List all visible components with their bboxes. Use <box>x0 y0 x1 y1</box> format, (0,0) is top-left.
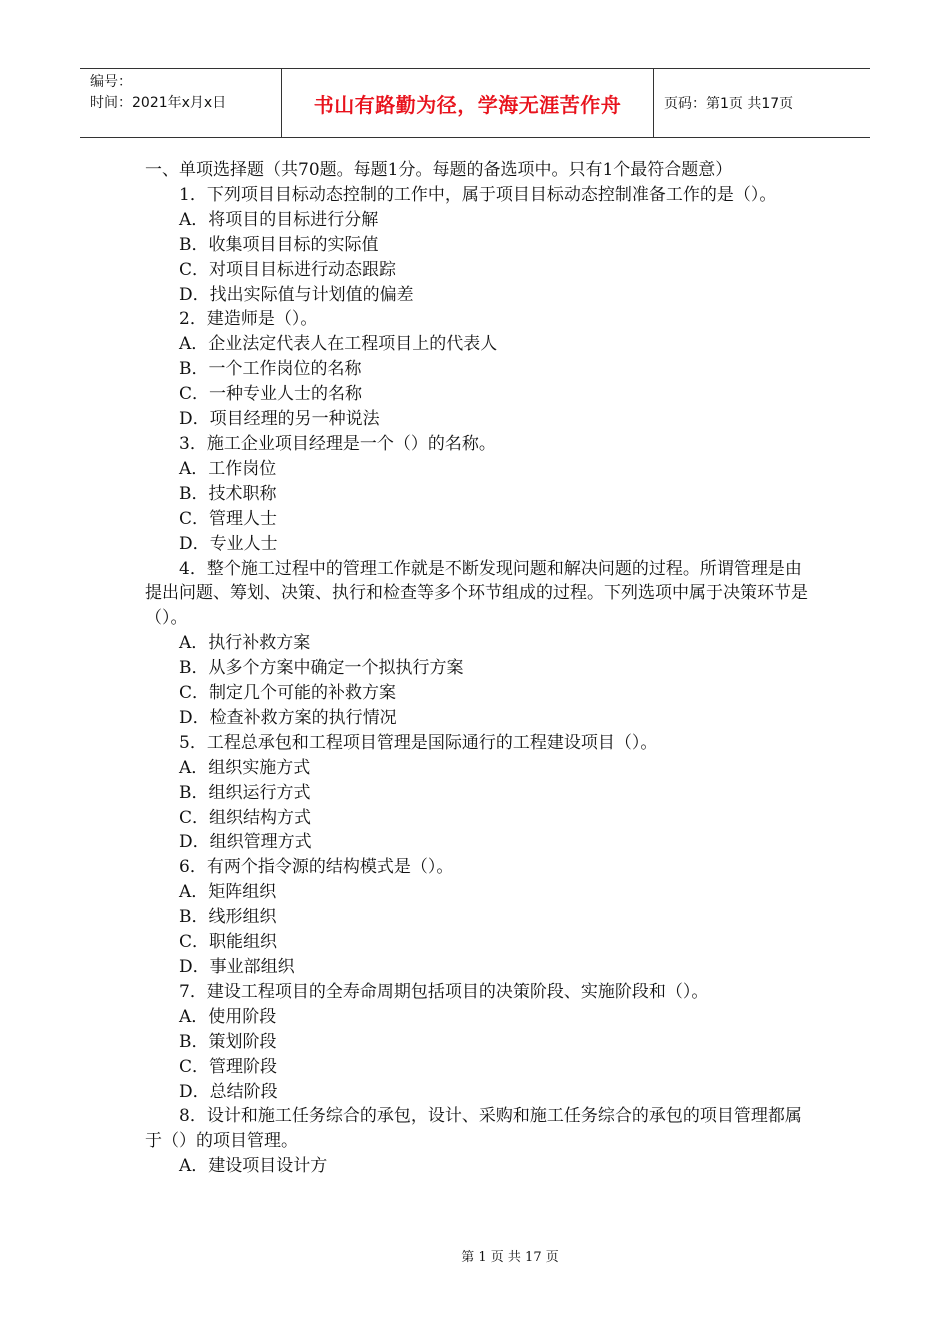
question-option: D．专业人士 <box>179 533 278 554</box>
question-option: B．收集项目目标的实际值 <box>179 234 379 255</box>
question-stem: 5．工程总承包和工程项目管理是国际通行的工程建设项目（）。 <box>179 732 658 753</box>
question-option: D．总结阶段 <box>179 1081 278 1102</box>
question-2 <box>145 307 810 432</box>
question-option: C．制定几个可能的补救方案 <box>179 683 397 704</box>
question-option: C．组织结构方式 <box>179 807 312 828</box>
question-option: A．企业法定代表人在工程项目上的代表人 <box>179 334 498 355</box>
question-option: D．项目经理的另一种说法 <box>179 409 380 430</box>
header-meta <box>80 69 282 137</box>
question-option: B．从多个方案中确定一个拟执行方案 <box>179 658 464 679</box>
question-3 <box>145 432 810 557</box>
question-stem: 8．设计和施工任务综合的承包，设计、采购和施工任务综合的承包的项目管理都属于（）的项目管理。 <box>145 1106 802 1152</box>
question-option: D．找出实际值与计划值的偏差 <box>179 284 414 305</box>
document-body <box>145 158 810 1179</box>
question-6 <box>145 855 810 980</box>
question-option: A．执行补救方案 <box>179 633 311 654</box>
question-option: A．工作岗位 <box>179 458 277 479</box>
question-option: D．检查补救方案的执行情况 <box>179 707 397 728</box>
question-4 <box>145 557 810 731</box>
question-option: C．对项目目标进行动态跟踪 <box>179 259 397 280</box>
question-option: C．管理阶段 <box>179 1056 278 1077</box>
header-page-info: 页码：第1页 共17页 <box>664 96 794 112</box>
question-stem: 4．整个施工过程中的管理工作就是不断发现问题和解决问题的过程。所谓管理是由提出问题、筹划、决策、执行和检查等多个环节组成的过程。下列选项中属于决策环节是（）。 <box>145 558 808 629</box>
question-option: C．一种专业人士的名称 <box>179 384 363 405</box>
question-stem: 6．有两个指令源的结构模式是（）。 <box>179 857 454 878</box>
question-option: B．技术职称 <box>179 483 277 504</box>
question-option: A．将项目的目标进行分解 <box>179 209 379 230</box>
question-option: A．建设项目设计方 <box>179 1156 328 1177</box>
question-stem: 3．施工企业项目经理是一个（）的名称。 <box>179 433 496 454</box>
question-option: B．线形组织 <box>179 907 277 928</box>
section-title: 一、单项选择题（共70题。每题1分。每题的备选项中。只有1个最符合题意） <box>145 160 733 180</box>
page-header <box>80 68 870 138</box>
question-option: C．管理人士 <box>179 508 278 529</box>
question-option: B．一个工作岗位的名称 <box>179 359 362 380</box>
question-stem: 1．下列项目目标动态控制的工作中，属于项目目标动态控制准备工作的是（）。 <box>179 184 777 205</box>
question-1 <box>145 183 810 308</box>
question-option: A．使用阶段 <box>179 1006 277 1027</box>
document-number-label: 编号： <box>90 74 132 90</box>
question-8 <box>145 1104 810 1179</box>
question-option: A．矩阵组织 <box>179 882 277 903</box>
question-stem: 7．建设工程项目的全寿命周期包括项目的决策阶段、实施阶段和（）。 <box>179 981 709 1002</box>
question-option: B．组织运行方式 <box>179 782 311 803</box>
question-stem: 2．建造师是（）。 <box>179 309 318 330</box>
document-date: 时间：2021年x月x日 <box>90 95 227 111</box>
question-option: C．职能组织 <box>179 932 278 953</box>
question-option: D．事业部组织 <box>179 957 295 977</box>
question-option: A．组织实施方式 <box>179 757 311 778</box>
question-5 <box>145 731 810 856</box>
question-option: D．组织管理方式 <box>179 832 312 853</box>
page-footer: 第 1 页 共 17 页 <box>461 1250 559 1265</box>
header-motto: 书山有路勤为径，学海无涯苦作舟 <box>282 69 654 137</box>
question-7 <box>145 980 810 1105</box>
question-option: B．策划阶段 <box>179 1031 277 1052</box>
